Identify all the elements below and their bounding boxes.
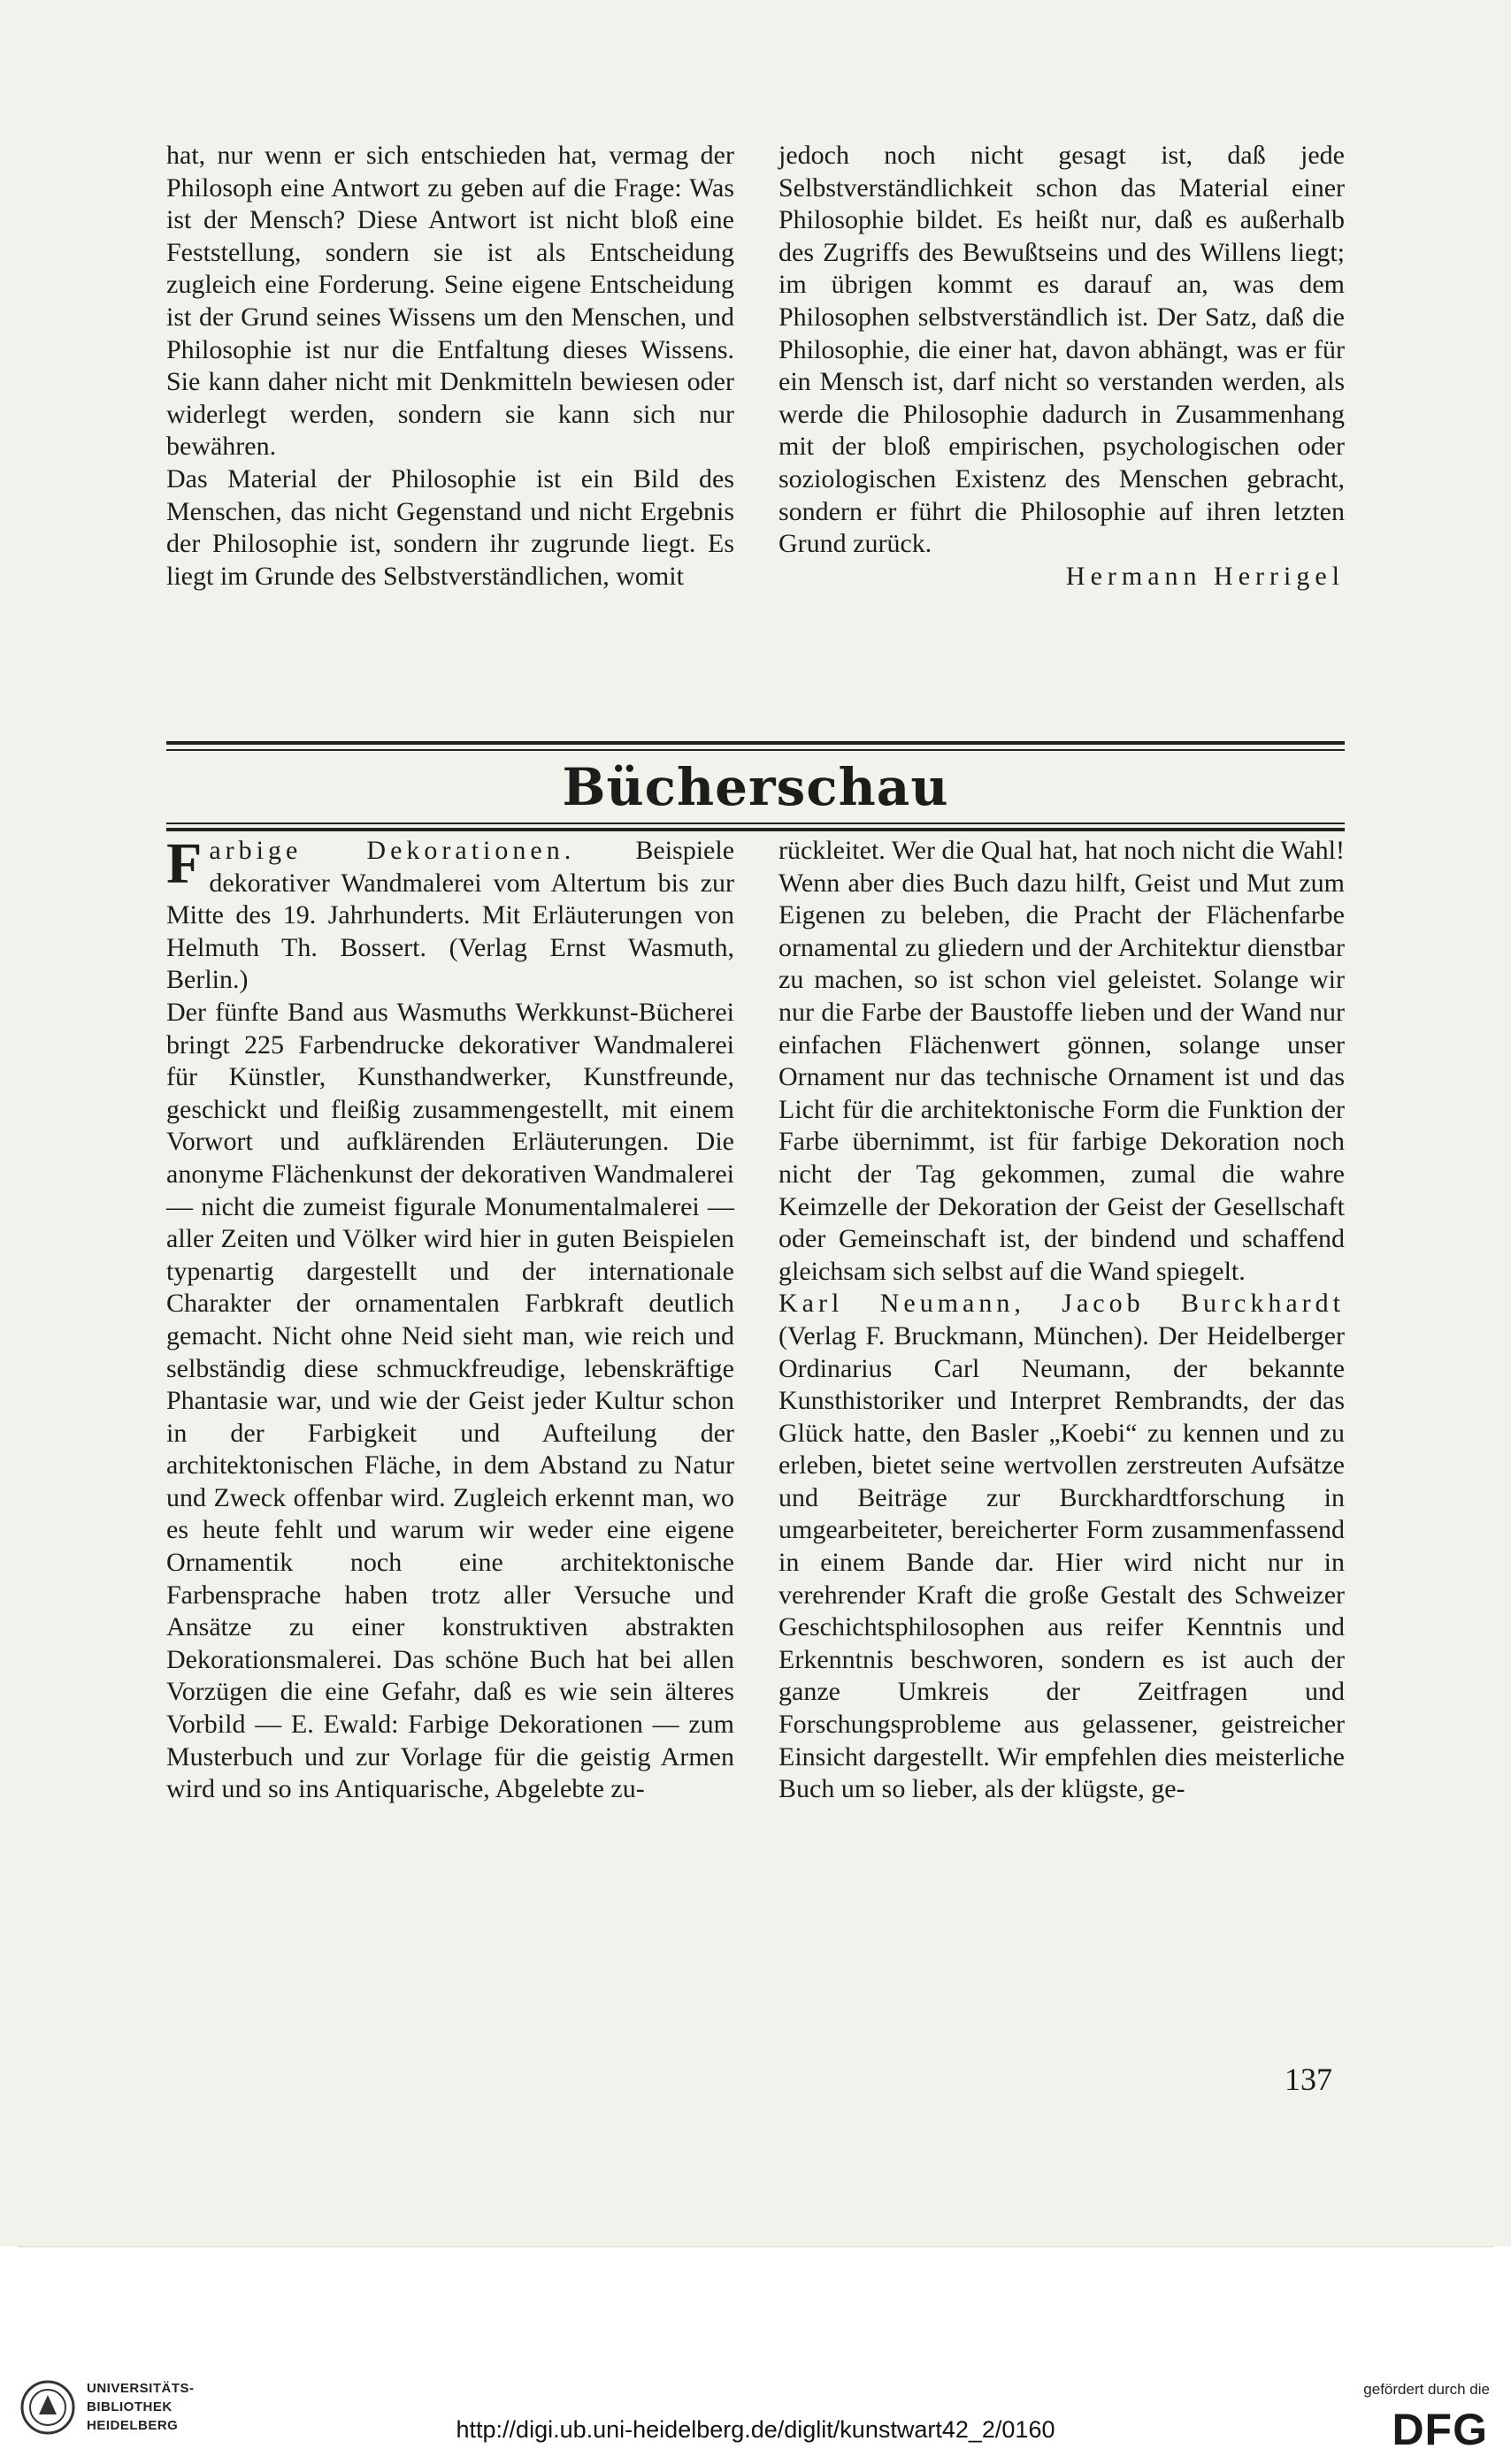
review-entry-farbige-dekorationen [166,831,735,997]
footer-divider [18,2246,1493,2247]
funding-note: gefördert durch die [1363,2381,1490,2398]
essay-paragraph: Das Material der Philosophie ist ein Bild des Menschen, das nicht Gegenstand und nicht Ergebnis der Philosophie ist, sondern ihr zugrunde liegt. Es liegt im Grunde des Selbstverständlichen, womit [166,463,734,591]
title-rule-top-thick [166,741,1345,745]
library-line: UNIVERSITÄTS- [87,2381,195,2396]
title-rule-bottom-thin [166,823,1345,824]
author-signature: Hermann Herrigel [1065,561,1345,591]
review-paragraph: rückleitet. Wer die Qual hat, hat noch nicht die Wahl! Wenn aber dies Buch dazu hilft, Geist und Mut zum Eigenen zu beleben, die Pracht der Flächenfarbe ornamental zu gliedern und der Architektur dienstbar zu machen, so ist schon viel geleistet. Solange wir nur die Farbe der Baustoffe lieben und der Wand nur einfachen Flächenwert gönnen, solange unser Ornament nur das technische Ornament ist und das Licht für die architektonische Form die Funktion der Farbe übernimmt, ist für farbige Dekoration noch nicht der Tag gekommen, zumal die wahre Keimzelle der Dekoration der Geist der Gesellschaft oder Gemeinschaft ist, der bindend und schaffend gleichsam sich selbst auf die Wand spiegelt. [779,836,1345,1286]
digitization-footer [0,2246,1511,2464]
essay-column-left [166,140,734,593]
dfg-logo: DFG [1392,2405,1488,2454]
book-title: arbige Dekorationen. [209,836,576,865]
title-rule-bottom-thick [166,828,1345,831]
title-rule-top-thin [166,749,1345,751]
review-paragraph: Der fünfte Band aus Wasmuths Werkkunst-Bücherei bringt 225 Farbendrucke dekorativer Wandmalerei für Künstler, Kunsthandwerker, Kunstfreunde, geschickt und fleißig zusammengestellt, mit einem Vorwort und aufklärenden Erläuterungen. Die anonyme Flächenkunst der dekorativen Wandmalerei — nicht die zumeist figurale Monumentalmalerei — aller Zeiten und Völker wird hier in guten Beispielen typenartig dargestellt und der internationale Charakter der ornamentalen Farbkraft deutlich gemacht. Nicht ohne Neid sieht man, wie reich und selbständig diese schmuckfreudige, lebenskräftige Phantasie war, und wie der Geist jeder Kultur schon in der Farbigkeit und Aufteilung der architektonischen Fläche, in dem Abstand zu Natur und Zweck offenbar wird. Zugleich erkennt man, wo es heute fehlt und warum wir weder eine eigene Ornamentik noch eine architektonische Farbensprache haben trotz aller Versuche und Ansätze zu einer konstruktiven abstrakten Dekorationsmalerei. Das schöne Buch hat bei allen Vorzügen die eine Gefahr, daß es wie sein älteres Vorbild — E. Ewald: Farbige Dekorationen — zum Musterbuch und zur Vorlage für die geistig Armen wird und so ins Antiquarische, Abgelebte zu- [166,997,734,1804]
essay-paragraph: hat, nur wenn er sich entschieden hat, vermag der Philosoph eine Antwort zu geben auf die Frage: Was ist der Mensch? Diese Antwort ist nicht bloß eine Feststellung, sondern sie ist als Entscheidung zugleich eine Forderung. Seine eigene Entscheidung ist der Grund seines Wissens um den Menschen, und Philosophie ist nur die Entfaltung dieses Wissens. Sie kann daher nicht mit Denkmitteln bewiesen oder widerlegt werden, sondern sie kann sich nur bewähren. [166,141,734,462]
book-details: Beispiele dekorativer Wandmalerei vom Altertum bis zur Mitte des 19. Jahrhunderts. Mit Erläuterungen von Helmuth Th. Bossert. (Verlag Ernst Wasmuth, Berlin.) [166,836,735,995]
drop-cap: F [166,831,203,896]
page-number: 137 [1285,2062,1332,2097]
review-column-right [779,835,1345,1806]
essay-paragraph: jedoch noch nicht gesagt ist, daß jede Selbstverständlichkeit schon das Material einer Philosophie bildet. Es heißt nur, daß es außerhalb des Zugriffs des Bewußtseins und des Willens liegt; im übrigen kommt es darauf an, was dem Philosophen selbstverständlich ist. Der Satz, daß die Philosophie, die einer hat, davon abhängt, was er für ein Mensch ist, darf nicht so verstanden werden, als werde die Philosophie dadurch in Zusammenhang mit der bloß empirischen, psychologischen oder soziologischen Existenz des Menschen gebracht, sondern er führt die Philosophie auf ihren letzten Grund zurück. [779,141,1345,559]
library-line: BIBLIOTHEK [87,2399,173,2414]
book-author-title: Karl Neumann, Jacob Burckhardt [779,1289,1345,1319]
section-title: Bücherschau [562,757,949,817]
book-details: (Verlag F. Bruckmann, München). Der Heidelberger Ordinarius Carl Neumann, der bekannte Kunsthistoriker und Interpret Rembrandts, der das Glück hatte, den Basler „Koebi“ zu kennen und zu erleben, bietet seine wertvollen zerstreuten Aufsätze und Beiträge zur Burckhardtforschung in umgearbeiteter, bereicherter Form zusammenfassend in einem Bande dar. Hier wird nicht nur in verehrender Kraft die große Gestalt des Schweizer Geschichtsphilosophen aus reifer Kenntnis und Erkenntnis beschworen, sondern es ist auch der ganze Umkreis der Zeitfragen und Forschungsprobleme aus gelassener, geistreicher Einsicht dargestellt. Wir empfehlen dies meisterliche Buch um so lieber, als der klügste, ge- [779,1320,1345,1804]
review-entry-burckhardt [779,1288,1345,1806]
library-line: HEIDELBERG [87,2418,179,2433]
review-column-left [166,831,735,1806]
essay-column-right [779,140,1345,593]
permalink-url[interactable]: http://digi.ub.uni-heidelberg.de/diglit/kunstwart42_2/0160 [456,2416,1055,2443]
